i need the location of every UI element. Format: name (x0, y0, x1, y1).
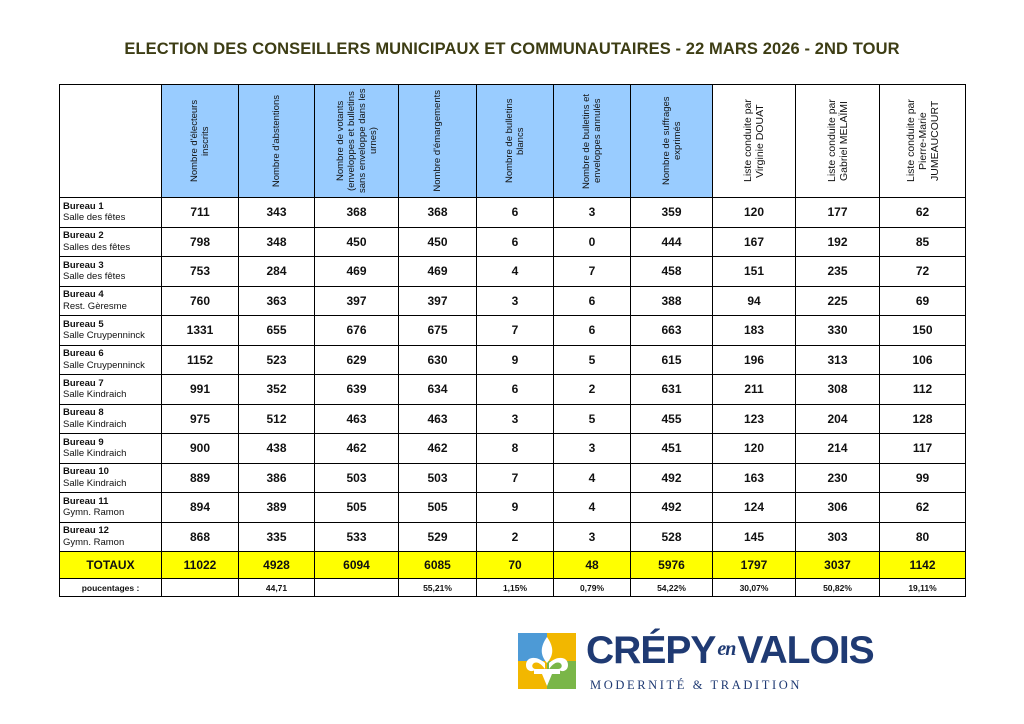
bureau-label (60, 522, 162, 552)
col-header (315, 85, 399, 198)
table-cell: 492 (631, 463, 713, 493)
table-cell: 214 (796, 434, 880, 464)
total-cell: 4928 (239, 552, 315, 579)
table-cell: 112 (880, 375, 966, 405)
col-header-label: Nombre d'électeurs inscrits (189, 99, 211, 183)
col-header-label: Liste conduite par Gabriel MELAÏMI (825, 99, 850, 183)
table-cell: 389 (239, 493, 315, 523)
table-cell: 330 (796, 316, 880, 346)
table-cell: 3 (477, 286, 554, 316)
table-cell: 894 (162, 493, 239, 523)
bureau-name: Bureau 3 (63, 259, 104, 271)
table-cell: 80 (880, 522, 966, 552)
totals-label: TOTAUX (60, 552, 162, 579)
table-cell: 462 (399, 434, 477, 464)
table-row (60, 375, 966, 405)
bureau-name: Bureau 5 (63, 318, 104, 330)
bureau-location: Gymn. Ramon (63, 507, 125, 519)
table-cell: 3 (477, 404, 554, 434)
table-cell: 3 (554, 434, 631, 464)
table-cell: 397 (399, 286, 477, 316)
total-cell: 6085 (399, 552, 477, 579)
table-cell: 343 (239, 198, 315, 228)
total-cell: 48 (554, 552, 631, 579)
table-cell: 192 (796, 227, 880, 257)
table-row (60, 404, 966, 434)
table-cell: 99 (880, 463, 966, 493)
table-cell: 359 (631, 198, 713, 228)
percentage-cell: 1,15% (477, 579, 554, 597)
table-cell: 8 (477, 434, 554, 464)
table-cell: 469 (399, 257, 477, 287)
table-cell: 106 (880, 345, 966, 375)
table-cell: 368 (399, 198, 477, 228)
bureau-label (60, 345, 162, 375)
table-cell: 6 (554, 286, 631, 316)
table-cell: 6 (477, 227, 554, 257)
table-row (60, 286, 966, 316)
table-cell: 62 (880, 493, 966, 523)
percentage-cell: 30,07% (713, 579, 796, 597)
col-header-label: Liste conduite par Pierre-Marie JUMEAUCOURT (904, 99, 941, 183)
corner-cell (60, 85, 162, 198)
bureau-label (60, 404, 162, 434)
col-header (162, 85, 239, 198)
table-cell: 120 (713, 198, 796, 228)
bureau-location: Salle Cruypenninck (63, 330, 145, 342)
table-cell: 9 (477, 345, 554, 375)
col-header (239, 85, 315, 198)
bureau-location: Salles des fêtes (63, 241, 131, 253)
col-header-label: Nombre de bulletins et enveloppes annulés (581, 93, 603, 189)
col-header (880, 85, 966, 198)
table-cell: 4 (477, 257, 554, 287)
table-cell: 505 (315, 493, 399, 523)
total-cell: 11022 (162, 552, 239, 579)
table-cell: 760 (162, 286, 239, 316)
table-cell: 5 (554, 345, 631, 375)
bureau-label (60, 375, 162, 405)
logo-word-crepy: CRÉPY (586, 629, 716, 672)
table-cell: 676 (315, 316, 399, 346)
table-cell: 204 (796, 404, 880, 434)
table-cell: 85 (880, 227, 966, 257)
table-cell: 211 (713, 375, 796, 405)
bureau-label (60, 227, 162, 257)
total-cell: 1142 (880, 552, 966, 579)
table-cell: 655 (239, 316, 315, 346)
table-cell: 711 (162, 198, 239, 228)
table-cell: 117 (880, 434, 966, 464)
bureau-name: Bureau 4 (63, 289, 104, 301)
table-cell: 458 (631, 257, 713, 287)
table-cell: 7 (477, 463, 554, 493)
table-cell: 7 (477, 316, 554, 346)
table-row (60, 463, 966, 493)
table-cell: 386 (239, 463, 315, 493)
bureau-location: Salle Kindraich (63, 448, 127, 460)
table-cell: 196 (713, 345, 796, 375)
table-cell: 308 (796, 375, 880, 405)
percentage-cell: 54,22% (631, 579, 713, 597)
table-cell: 4 (554, 493, 631, 523)
logo-word-valois: VALOIS (737, 629, 874, 672)
table-row (60, 345, 966, 375)
percentage-cell: 50,82% (796, 579, 880, 597)
table-cell: 528 (631, 522, 713, 552)
bureau-name: Bureau 2 (63, 230, 104, 242)
table-cell: 2 (477, 522, 554, 552)
table-cell: 335 (239, 522, 315, 552)
bureau-label (60, 286, 162, 316)
bureau-location: Gymn. Ramon (63, 536, 125, 548)
bureau-label (60, 257, 162, 287)
table-cell: 451 (631, 434, 713, 464)
col-header-label: Nombre de suffrages exprimés (660, 96, 683, 186)
page-title: ELECTION DES CONSEILLERS MUNICIPAUX ET COMMUNAUTAIRES - 22 MARS 2026 - 2ND TOUR (124, 40, 900, 58)
percentage-cell (315, 579, 399, 597)
table-cell: 5 (554, 404, 631, 434)
col-header-label: Nombre d'émargements (432, 90, 443, 192)
table-cell: 303 (796, 522, 880, 552)
bureau-name: Bureau 6 (63, 348, 104, 360)
table-cell: 505 (399, 493, 477, 523)
table-cell: 533 (315, 522, 399, 552)
table-cell: 6 (477, 198, 554, 228)
table-cell: 615 (631, 345, 713, 375)
table-cell: 69 (880, 286, 966, 316)
col-header-label: Nombre de bulletins blancs (504, 98, 526, 184)
col-header (477, 85, 554, 198)
table-cell: 225 (796, 286, 880, 316)
table-row (60, 493, 966, 523)
table-cell: 9 (477, 493, 554, 523)
bureau-name: Bureau 10 (63, 466, 109, 478)
bureau-name: Bureau 12 (63, 525, 109, 537)
table-row (60, 316, 966, 346)
table-cell: 629 (315, 345, 399, 375)
table-cell: 368 (315, 198, 399, 228)
table-cell: 167 (713, 227, 796, 257)
total-cell: 70 (477, 552, 554, 579)
table-cell: 503 (399, 463, 477, 493)
bureau-name: Bureau 11 (63, 495, 109, 507)
table-row (60, 198, 966, 228)
bureau-name: Bureau 9 (63, 436, 104, 448)
total-cell: 3037 (796, 552, 880, 579)
col-header (796, 85, 880, 198)
bureau-label (60, 493, 162, 523)
bureau-label (60, 198, 162, 228)
total-cell: 6094 (315, 552, 399, 579)
total-cell: 1797 (713, 552, 796, 579)
table-cell: 177 (796, 198, 880, 228)
table-cell: 284 (239, 257, 315, 287)
table-cell: 0 (554, 227, 631, 257)
table-cell: 128 (880, 404, 966, 434)
table-cell: 62 (880, 198, 966, 228)
table-cell: 463 (315, 404, 399, 434)
bureau-label (60, 316, 162, 346)
bureau-location: Salle des fêtes (63, 271, 126, 283)
table-cell: 438 (239, 434, 315, 464)
totals-row (60, 552, 966, 579)
table-cell: 124 (713, 493, 796, 523)
table-cell: 123 (713, 404, 796, 434)
table-cell: 348 (239, 227, 315, 257)
col-header (713, 85, 796, 198)
table-cell: 523 (239, 345, 315, 375)
table-cell: 388 (631, 286, 713, 316)
table-cell: 6 (554, 316, 631, 346)
table-cell: 230 (796, 463, 880, 493)
table-cell: 2 (554, 375, 631, 405)
table-cell: 150 (880, 316, 966, 346)
percentage-cell: 0,79% (554, 579, 631, 597)
table-cell: 397 (315, 286, 399, 316)
bureau-label (60, 463, 162, 493)
table-cell: 120 (713, 434, 796, 464)
logo-wordmark (586, 629, 874, 673)
table-cell: 352 (239, 375, 315, 405)
table-cell: 450 (315, 227, 399, 257)
bureau-name: Bureau 1 (63, 200, 104, 212)
table-cell: 7 (554, 257, 631, 287)
table-row (60, 227, 966, 257)
total-cell: 5976 (631, 552, 713, 579)
table-cell: 313 (796, 345, 880, 375)
col-header (631, 85, 713, 198)
table-cell: 94 (713, 286, 796, 316)
table-cell: 631 (631, 375, 713, 405)
crepy-en-valois-logo (518, 629, 874, 695)
table-cell: 900 (162, 434, 239, 464)
table-cell: 6 (477, 375, 554, 405)
table-cell: 868 (162, 522, 239, 552)
percentages-row (60, 579, 966, 597)
bureau-location: Salle Kindraich (63, 477, 127, 489)
table-cell: 798 (162, 227, 239, 257)
table-row (60, 434, 966, 464)
table-cell: 1152 (162, 345, 239, 375)
percentage-cell: 19,11% (880, 579, 966, 597)
table-cell: 4 (554, 463, 631, 493)
table-cell: 469 (315, 257, 399, 287)
table-cell: 753 (162, 257, 239, 287)
table-cell: 889 (162, 463, 239, 493)
table-cell: 1331 (162, 316, 239, 346)
bureau-name: Bureau 7 (63, 377, 104, 389)
col-header-label: Nombre d'abstentions (271, 94, 282, 188)
bureau-label (60, 434, 162, 464)
bureau-name: Bureau 8 (63, 407, 104, 419)
results-table (59, 84, 966, 597)
table-cell: 492 (631, 493, 713, 523)
percentage-cell (162, 579, 239, 597)
table-cell: 634 (399, 375, 477, 405)
logo-tagline: MODERNITÉ & TRADITION (590, 678, 802, 692)
table-cell: 450 (399, 227, 477, 257)
table-cell: 462 (315, 434, 399, 464)
col-header-label: Nombre de votants (enveloppes et bulletins sans enveloppe dans les urnes) (334, 88, 379, 194)
header-row (60, 85, 966, 198)
table-cell: 455 (631, 404, 713, 434)
percentage-cell: 55,21% (399, 579, 477, 597)
table-cell: 630 (399, 345, 477, 375)
table-cell: 3 (554, 198, 631, 228)
table-cell: 183 (713, 316, 796, 346)
col-header-label: Liste conduite par Virginie DOUAT (742, 99, 766, 183)
col-header (399, 85, 477, 198)
table-cell: 163 (713, 463, 796, 493)
table-row (60, 522, 966, 552)
percentages-label: poucentages : (60, 579, 162, 597)
table-cell: 991 (162, 375, 239, 405)
bureau-location: Rest. Gèresme (63, 300, 127, 312)
table-cell: 235 (796, 257, 880, 287)
table-row (60, 257, 966, 287)
table-cell: 306 (796, 493, 880, 523)
percentage-cell: 44,71 (239, 579, 315, 597)
table-cell: 72 (880, 257, 966, 287)
table-cell: 639 (315, 375, 399, 405)
table-cell: 3 (554, 522, 631, 552)
table-cell: 444 (631, 227, 713, 257)
bureau-location: Salle Kindraich (63, 389, 127, 401)
bureau-location: Salle des fêtes (63, 212, 126, 224)
table-cell: 675 (399, 316, 477, 346)
table-cell: 151 (713, 257, 796, 287)
table-cell: 663 (631, 316, 713, 346)
table-cell: 363 (239, 286, 315, 316)
table-cell: 529 (399, 522, 477, 552)
table-cell: 463 (399, 404, 477, 434)
table-cell: 512 (239, 404, 315, 434)
bureau-location: Salle Kindraich (63, 418, 127, 430)
table-cell: 975 (162, 404, 239, 434)
table-cell: 145 (713, 522, 796, 552)
table-cell: 503 (315, 463, 399, 493)
bureau-location: Salle Cruypenninck (63, 359, 145, 371)
logo-word-en: en (717, 638, 736, 660)
col-header (554, 85, 631, 198)
